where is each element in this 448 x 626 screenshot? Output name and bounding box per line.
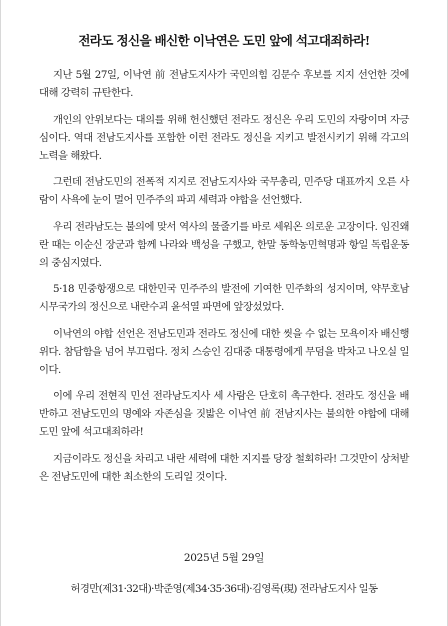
document-signers: 허경만(제31·32대)·박준영(제34·35·36대)·김영록(現) 전라남도지사 일동 <box>70 583 378 595</box>
paragraph-6: 이낙연의 야합 선언은 전남도민과 전라도 정신에 대한 씻을 수 없는 모욕이자 배신행위다. 참담함을 넘어 부끄럽다. 정치 스승인 김대중 대통령에게 무덤을 박차고 나오실 일이다. <box>39 327 409 376</box>
document-title: 전라도 정신을 배신한 이낙연은 도민 앞에 석고대죄하라! <box>78 33 370 48</box>
paragraph-2: 개인의 안위보다는 대의를 위해 헌신했던 전라도 정신은 우리 도민의 자랑이며 자긍심이다. 역대 전남도지사를 포함한 이런 전라도 정신을 지키고 발전시키기 위해 각고의 노력을 해왔다. <box>39 113 409 162</box>
document-date: 2025년 5월 29일 <box>183 552 265 564</box>
document-body <box>39 66 409 494</box>
paragraph-4: 우리 전라남도는 불의에 맞서 역사의 물줄기를 바로 세워온 의로운 고장이다. 임진왜란 때는 이순신 장군과 함께 나라와 백성을 구했고, 한말 동학농민혁명과 항일 독립운동의 중심지였다. <box>39 220 409 269</box>
paragraph-1: 지난 5월 27일, 이낙연 前 전남도지사가 국민의힘 김문수 후보를 지지 선언한 것에 대해 강력히 규탄한다. <box>39 69 409 99</box>
paragraph-5: 5·18 민중항쟁으로 대한민국 민주주의 발전에 기여한 민주화의 성지이며, 약무호남 시무국가의 정신으로 내란수괴 윤석열 파면에 앞장섰었다. <box>39 283 409 313</box>
paragraph-3: 그런데 전남도민의 전폭적 지지로 전남도지사와 국무총리, 민주당 대표까지 오른 사람이 사욕에 눈이 멀어 민주주의 파괴 세력과 야합을 선언했다. <box>39 176 409 206</box>
paragraph-8: 지금이라도 정신을 차리고 내란 세력에 대한 지지를 당장 철회하라! 그것만이 상처받은 전남도민에 대한 최소한의 도리일 것이다. <box>39 452 409 483</box>
paragraph-7: 이에 우리 전현직 민선 전라남도지사 세 사람은 단호히 촉구한다. 전라도 정신을 배반하고 전남도민의 명예와 자존심을 짓밟은 이낙연 前 전남지사는 불의한 야합에 대해 도민 앞에 석고대죄하라! <box>39 390 409 438</box>
